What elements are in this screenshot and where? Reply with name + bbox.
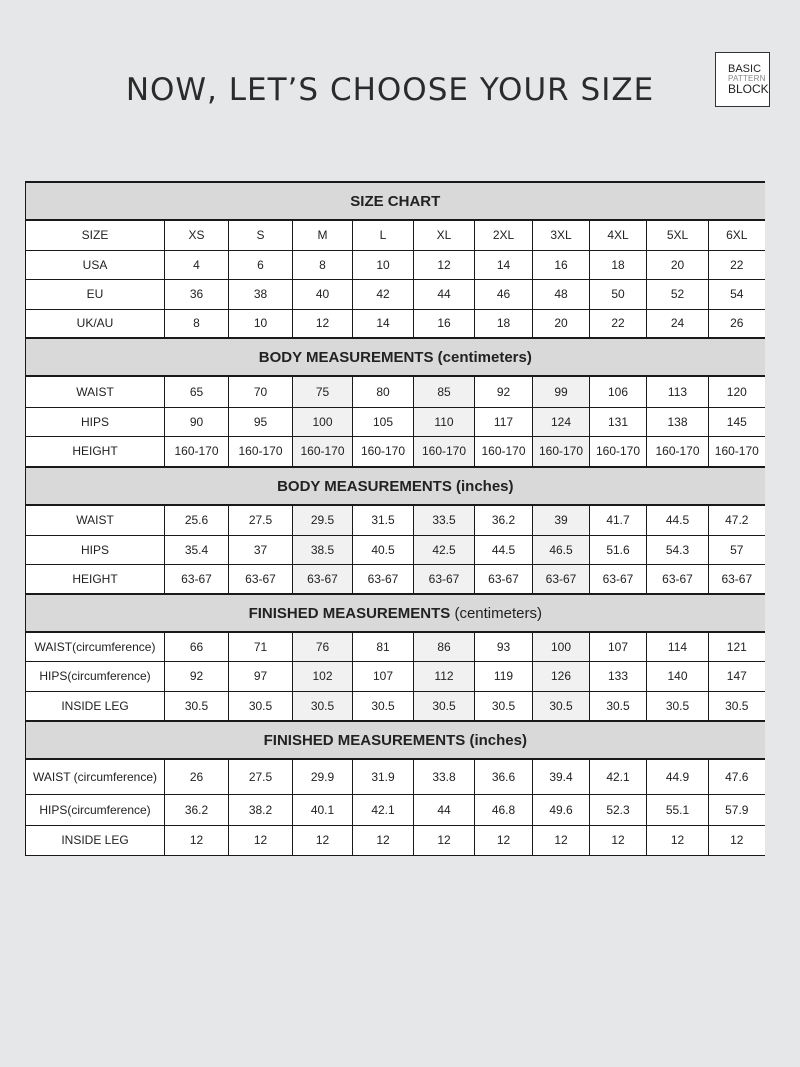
table-cell: 55.1 bbox=[647, 794, 709, 825]
table-cell: 100 bbox=[533, 632, 590, 661]
table-cell: 30.5 bbox=[647, 691, 709, 721]
table-cell: 63-67 bbox=[475, 564, 533, 594]
size-chart-table bbox=[25, 181, 764, 856]
section-header-finished-in bbox=[26, 721, 765, 759]
table-cell: 12 bbox=[293, 825, 353, 855]
table-row bbox=[26, 759, 765, 794]
row-label: WAIST (circumference) bbox=[26, 759, 165, 794]
table-cell: 97 bbox=[229, 661, 293, 691]
table-cell: 160-170 bbox=[590, 436, 647, 467]
table-cell: 100 bbox=[293, 407, 353, 436]
table-cell: 63-67 bbox=[229, 564, 293, 594]
section-header-size-chart bbox=[26, 182, 765, 220]
table-cell: 47.6 bbox=[709, 759, 765, 794]
table-cell: 50 bbox=[590, 279, 647, 309]
table-cell: 29.9 bbox=[293, 759, 353, 794]
table-cell: 63-67 bbox=[414, 564, 475, 594]
table-cell: 26 bbox=[165, 759, 229, 794]
table-row bbox=[26, 505, 765, 535]
table-cell: 160-170 bbox=[293, 436, 353, 467]
table-row bbox=[26, 220, 765, 250]
table-cell: 44.5 bbox=[475, 535, 533, 564]
table-cell: 54.3 bbox=[647, 535, 709, 564]
table-row bbox=[26, 661, 765, 691]
table-cell: 33.5 bbox=[414, 505, 475, 535]
table-cell: 10 bbox=[353, 250, 414, 279]
table-cell: 18 bbox=[590, 250, 647, 279]
table-cell: 160-170 bbox=[475, 436, 533, 467]
table-cell: 37 bbox=[229, 535, 293, 564]
table-cell: 51.6 bbox=[590, 535, 647, 564]
page-title: NOW, LET’S CHOOSE YOUR SIZE bbox=[125, 72, 655, 108]
table-cell: 40.5 bbox=[353, 535, 414, 564]
table-row bbox=[26, 376, 765, 407]
table-cell: 12 bbox=[475, 825, 533, 855]
table-cell: 30.5 bbox=[533, 691, 590, 721]
section-title bbox=[26, 721, 765, 759]
section-title bbox=[26, 594, 765, 632]
table-cell: 117 bbox=[475, 407, 533, 436]
table-row bbox=[26, 535, 765, 564]
table-cell: 12 bbox=[414, 825, 475, 855]
table-cell: 22 bbox=[590, 309, 647, 338]
table-cell: 42.1 bbox=[590, 759, 647, 794]
table-cell: 30.5 bbox=[414, 691, 475, 721]
table-row bbox=[26, 825, 765, 855]
table-cell: 52 bbox=[647, 279, 709, 309]
table-cell: 86 bbox=[414, 632, 475, 661]
table-cell: 54 bbox=[709, 279, 765, 309]
table-cell: 92 bbox=[475, 376, 533, 407]
table-cell: 12 bbox=[414, 250, 475, 279]
section-title-text: BODY MEASUREMENTS bbox=[277, 477, 452, 495]
row-label: WAIST bbox=[26, 505, 165, 535]
row-label: SIZE bbox=[26, 220, 165, 250]
logo-line-3: BLOCK bbox=[728, 82, 769, 96]
table-cell: 36.2 bbox=[475, 505, 533, 535]
table-cell: 12 bbox=[293, 309, 353, 338]
table-cell: 12 bbox=[647, 825, 709, 855]
table-cell: 65 bbox=[165, 376, 229, 407]
table-cell: 99 bbox=[533, 376, 590, 407]
table-cell: 121 bbox=[709, 632, 765, 661]
table-cell: 63-67 bbox=[647, 564, 709, 594]
table-cell: 22 bbox=[709, 250, 765, 279]
table-cell: 63-67 bbox=[533, 564, 590, 594]
table-cell: 81 bbox=[353, 632, 414, 661]
table-cell: 57.9 bbox=[709, 794, 765, 825]
table-cell: 147 bbox=[709, 661, 765, 691]
row-label: HEIGHT bbox=[26, 564, 165, 594]
table-cell: 8 bbox=[293, 250, 353, 279]
table-cell: 24 bbox=[647, 309, 709, 338]
table-cell: 35.4 bbox=[165, 535, 229, 564]
section-title bbox=[26, 467, 765, 505]
table-cell: 25.6 bbox=[165, 505, 229, 535]
table-cell: 106 bbox=[590, 376, 647, 407]
table-cell: 42.1 bbox=[353, 794, 414, 825]
table-cell: 4 bbox=[165, 250, 229, 279]
table-cell: 29.5 bbox=[293, 505, 353, 535]
table-cell: 4XL bbox=[590, 220, 647, 250]
table-cell: 8 bbox=[165, 309, 229, 338]
table-cell: 14 bbox=[353, 309, 414, 338]
table-cell: 31.9 bbox=[353, 759, 414, 794]
table-cell: 160-170 bbox=[414, 436, 475, 467]
row-label: UK/AU bbox=[26, 309, 165, 338]
table-cell: 70 bbox=[229, 376, 293, 407]
table-cell: L bbox=[353, 220, 414, 250]
table-cell: 44.9 bbox=[647, 759, 709, 794]
table-row bbox=[26, 407, 765, 436]
section-title-text: SIZE CHART bbox=[350, 192, 441, 210]
table-cell: 47.2 bbox=[709, 505, 765, 535]
table-cell: 75 bbox=[293, 376, 353, 407]
table-cell: 16 bbox=[533, 250, 590, 279]
table-cell: 12 bbox=[229, 825, 293, 855]
table-cell: 30.5 bbox=[709, 691, 765, 721]
table-cell: 2XL bbox=[475, 220, 533, 250]
row-label: USA bbox=[26, 250, 165, 279]
table-cell: 44 bbox=[414, 279, 475, 309]
table-cell: 113 bbox=[647, 376, 709, 407]
section-header-body-cm bbox=[26, 338, 765, 376]
table-cell: 160-170 bbox=[533, 436, 590, 467]
table-cell: 12 bbox=[709, 825, 765, 855]
table-cell: 30.5 bbox=[165, 691, 229, 721]
table-cell: 14 bbox=[475, 250, 533, 279]
size-table bbox=[25, 181, 765, 856]
table-row bbox=[26, 436, 765, 467]
table-row bbox=[26, 632, 765, 661]
table-row bbox=[26, 691, 765, 721]
row-label: HIPS bbox=[26, 407, 165, 436]
table-cell: 39.4 bbox=[533, 759, 590, 794]
table-cell: 16 bbox=[414, 309, 475, 338]
table-cell: 114 bbox=[647, 632, 709, 661]
section-title-text: BODY MEASUREMENTS bbox=[258, 348, 434, 366]
table-cell: 138 bbox=[647, 407, 709, 436]
section-title-text: FINISHED MEASUREMENTS bbox=[263, 731, 466, 749]
row-label: INSIDE LEG bbox=[26, 825, 165, 855]
table-cell: 44.5 bbox=[647, 505, 709, 535]
table-cell: 49.6 bbox=[533, 794, 590, 825]
table-cell: 110 bbox=[414, 407, 475, 436]
table-cell: 26 bbox=[709, 309, 765, 338]
table-cell: 80 bbox=[353, 376, 414, 407]
row-label: WAIST(circumference) bbox=[26, 632, 165, 661]
table-cell: 12 bbox=[353, 825, 414, 855]
table-cell: 90 bbox=[165, 407, 229, 436]
table-cell: 36.2 bbox=[165, 794, 229, 825]
table-row bbox=[26, 564, 765, 594]
table-cell: 30.5 bbox=[353, 691, 414, 721]
table-cell: 46.8 bbox=[475, 794, 533, 825]
table-cell: 38.2 bbox=[229, 794, 293, 825]
table-cell: 31.5 bbox=[353, 505, 414, 535]
table-cell: 42.5 bbox=[414, 535, 475, 564]
table-cell: 42 bbox=[353, 279, 414, 309]
table-cell: 105 bbox=[353, 407, 414, 436]
row-label: HEIGHT bbox=[26, 436, 165, 467]
table-cell: M bbox=[293, 220, 353, 250]
table-cell: 140 bbox=[647, 661, 709, 691]
table-cell: 18 bbox=[475, 309, 533, 338]
table-cell: 40 bbox=[293, 279, 353, 309]
table-cell: 63-67 bbox=[165, 564, 229, 594]
table-cell: 119 bbox=[475, 661, 533, 691]
table-cell: 36 bbox=[165, 279, 229, 309]
table-cell: 40.1 bbox=[293, 794, 353, 825]
section-unit: (centimeters) bbox=[437, 348, 532, 366]
table-cell: 95 bbox=[229, 407, 293, 436]
table-cell: 33.8 bbox=[414, 759, 475, 794]
table-cell: 160-170 bbox=[353, 436, 414, 467]
table-cell: 12 bbox=[533, 825, 590, 855]
table-cell: 133 bbox=[590, 661, 647, 691]
table-cell: 63-67 bbox=[353, 564, 414, 594]
table-cell: 41.7 bbox=[590, 505, 647, 535]
table-cell: 30.5 bbox=[293, 691, 353, 721]
table-cell: 27.5 bbox=[229, 759, 293, 794]
table-cell: 5XL bbox=[647, 220, 709, 250]
table-cell: 44 bbox=[414, 794, 475, 825]
table-cell: 93 bbox=[475, 632, 533, 661]
table-cell: 52.3 bbox=[590, 794, 647, 825]
section-unit: (centimeters) bbox=[454, 604, 542, 622]
row-label: HIPS(circumference) bbox=[26, 661, 165, 691]
table-cell: 20 bbox=[647, 250, 709, 279]
table-cell: XL bbox=[414, 220, 475, 250]
table-cell: 120 bbox=[709, 376, 765, 407]
table-cell: 12 bbox=[165, 825, 229, 855]
table-cell: 63-67 bbox=[709, 564, 765, 594]
table-cell: 63-67 bbox=[590, 564, 647, 594]
table-row bbox=[26, 309, 765, 338]
table-cell: 38 bbox=[229, 279, 293, 309]
section-header-body-in bbox=[26, 467, 765, 505]
table-cell: 107 bbox=[353, 661, 414, 691]
table-cell: 20 bbox=[533, 309, 590, 338]
section-title-text: FINISHED MEASUREMENTS bbox=[248, 604, 451, 622]
section-unit: (inches) bbox=[456, 477, 514, 495]
brand-logo bbox=[715, 52, 770, 107]
table-cell: 3XL bbox=[533, 220, 590, 250]
table-cell: 71 bbox=[229, 632, 293, 661]
table-cell: 12 bbox=[590, 825, 647, 855]
logo-line-1: BASIC bbox=[728, 63, 762, 75]
table-cell: 112 bbox=[414, 661, 475, 691]
row-label: INSIDE LEG bbox=[26, 691, 165, 721]
table-cell: 6XL bbox=[709, 220, 765, 250]
section-title bbox=[26, 338, 765, 376]
table-cell: 27.5 bbox=[229, 505, 293, 535]
table-cell: XS bbox=[165, 220, 229, 250]
table-cell: 10 bbox=[229, 309, 293, 338]
table-row bbox=[26, 279, 765, 309]
table-row bbox=[26, 794, 765, 825]
table-cell: 38.5 bbox=[293, 535, 353, 564]
section-unit: (inches) bbox=[469, 731, 527, 749]
table-cell: 160-170 bbox=[647, 436, 709, 467]
table-cell: 63-67 bbox=[293, 564, 353, 594]
row-label: EU bbox=[26, 279, 165, 309]
table-cell: 46 bbox=[475, 279, 533, 309]
table-cell: 85 bbox=[414, 376, 475, 407]
table-cell: 36.6 bbox=[475, 759, 533, 794]
table-cell: 160-170 bbox=[709, 436, 765, 467]
logo-line-2: PATTERN bbox=[728, 74, 766, 83]
section-header-finished-cm bbox=[26, 594, 765, 632]
table-cell: 124 bbox=[533, 407, 590, 436]
table-cell: 131 bbox=[590, 407, 647, 436]
table-cell: 160-170 bbox=[229, 436, 293, 467]
table-cell: S bbox=[229, 220, 293, 250]
table-cell: 145 bbox=[709, 407, 765, 436]
table-cell: 48 bbox=[533, 279, 590, 309]
row-label: HIPS(circumference) bbox=[26, 794, 165, 825]
table-cell: 102 bbox=[293, 661, 353, 691]
table-cell: 30.5 bbox=[590, 691, 647, 721]
table-cell: 107 bbox=[590, 632, 647, 661]
row-label: HIPS bbox=[26, 535, 165, 564]
table-cell: 126 bbox=[533, 661, 590, 691]
table-cell: 39 bbox=[533, 505, 590, 535]
table-cell: 6 bbox=[229, 250, 293, 279]
table-cell: 76 bbox=[293, 632, 353, 661]
row-label: WAIST bbox=[26, 376, 165, 407]
table-cell: 30.5 bbox=[229, 691, 293, 721]
table-cell: 160-170 bbox=[165, 436, 229, 467]
table-cell: 92 bbox=[165, 661, 229, 691]
table-cell: 30.5 bbox=[475, 691, 533, 721]
table-row bbox=[26, 250, 765, 279]
table-cell: 57 bbox=[709, 535, 765, 564]
table-cell: 46.5 bbox=[533, 535, 590, 564]
table-cell: 66 bbox=[165, 632, 229, 661]
section-title bbox=[26, 182, 765, 220]
